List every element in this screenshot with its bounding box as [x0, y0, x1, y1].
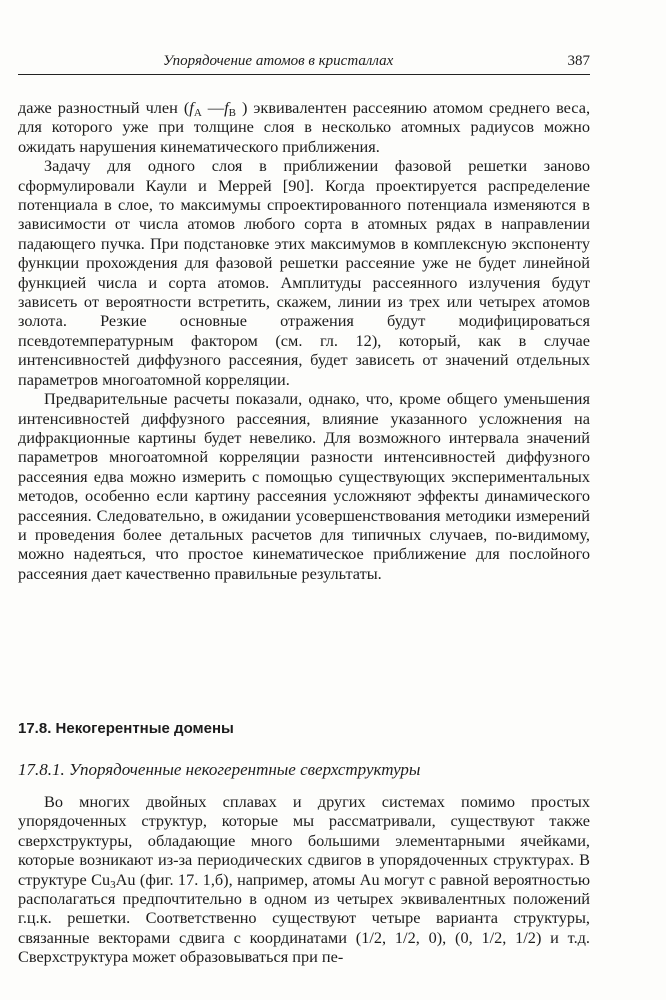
subscript: A — [193, 107, 202, 119]
symbol-f: f — [189, 98, 194, 117]
section-body — [18, 792, 590, 967]
running-title: Упорядочение атомов в кристаллах — [163, 53, 394, 69]
paragraph-2: Задачу для одного слоя в приближении фазовой решетки заново сформулировали Каули и Меррей [90]. Когда проектируется распределение потенциала в слое, то максимумы спроектированного потенциала изменяются в зависимости от числа атомов любого сорта в атомных рядах в направлении падающего пучка. При подстановке этих максимумов в комплексную экспоненту функции прохождения для фазовой решетки рассеяние уже не будет линейной функцией числа и сорта атомов. Амплитуды рассеянного излучения будут зависеть от вероятности встретить, скажем, линии из трех или четырех атомов золота. Резкие основные отражения будут модифицироваться псевдотемпературным фактором (см. гл. 12), который, как в случае интенсивностей диффузного рассеяния, будет зависеть от значений отдельных параметров многоатомной корреляции. — [18, 156, 590, 389]
paragraph-4 — [18, 792, 590, 967]
section-heading: 17.8. Некогерентные домены — [18, 720, 234, 737]
text-run: Во многих двойных сплавах и других системах помимо простых упорядоченных структур, которые мы рассматривали, существуют также сверхструктуры, обладающие много большими элементарными ячейками, которые возникают из-за периодических сдвигов в упорядоченных структурах. В структуре Cu — [18, 792, 590, 889]
paragraph-1 — [18, 98, 590, 156]
symbol-f: f — [224, 98, 229, 117]
text-run: ) эквивалентен рассеянию атомом среднего веса, для которого уже при толщине слоя в несколько атомных радиусов можно ожидать нарушения кинематического приближения. — [18, 98, 591, 156]
running-header — [18, 52, 590, 75]
paragraph-3: Предварительные расчеты показали, однако, что, кроме общего уменьшения интенсивностей диффузного рассеяния, влияние указанного усложнения на дифракционные картины будет невелико. Для возможного интервала значений параметров многоатомной корреляции разности интенсивностей диффузного рассеяния едва можно измерить с помощью существующих экспериментальных методов, особенно если картину рассеяния усложняют эффекты динамического рассеяния. Следовательно, в ожидании усовершенствования методики измерений и проведения более детальных расчетов для типичных случаев, по-видимому, можно надеяться, что простое кинематическое приближение для послойного рассеяния дает качественно правильные результаты. — [18, 389, 590, 583]
subscript: B — [228, 107, 236, 119]
subscript: 3 — [110, 878, 116, 891]
subsection-heading: 17.8.1. Упорядоченные некогерентные сверхструктуры — [18, 760, 421, 779]
body-text — [18, 98, 590, 583]
text-run: даже разностный член ( — [18, 98, 190, 117]
text-run: — — [201, 98, 225, 117]
text-run: Au (фиг. 17. 1,б), например, атомы Au могут с равной вероятностью располагаться предпочтительно в одном из четырех эквивалентных положений г.ц.к. решетки. Соответственно существуют четыре варианта структуры, связанные векторами сдвига с координатами (1/2, 1/2, 0), (0, 1/2, 1/2) и т.д. Сверхструктура может образовываться при пе- — [18, 869, 590, 967]
page-number: 387 — [567, 53, 590, 69]
